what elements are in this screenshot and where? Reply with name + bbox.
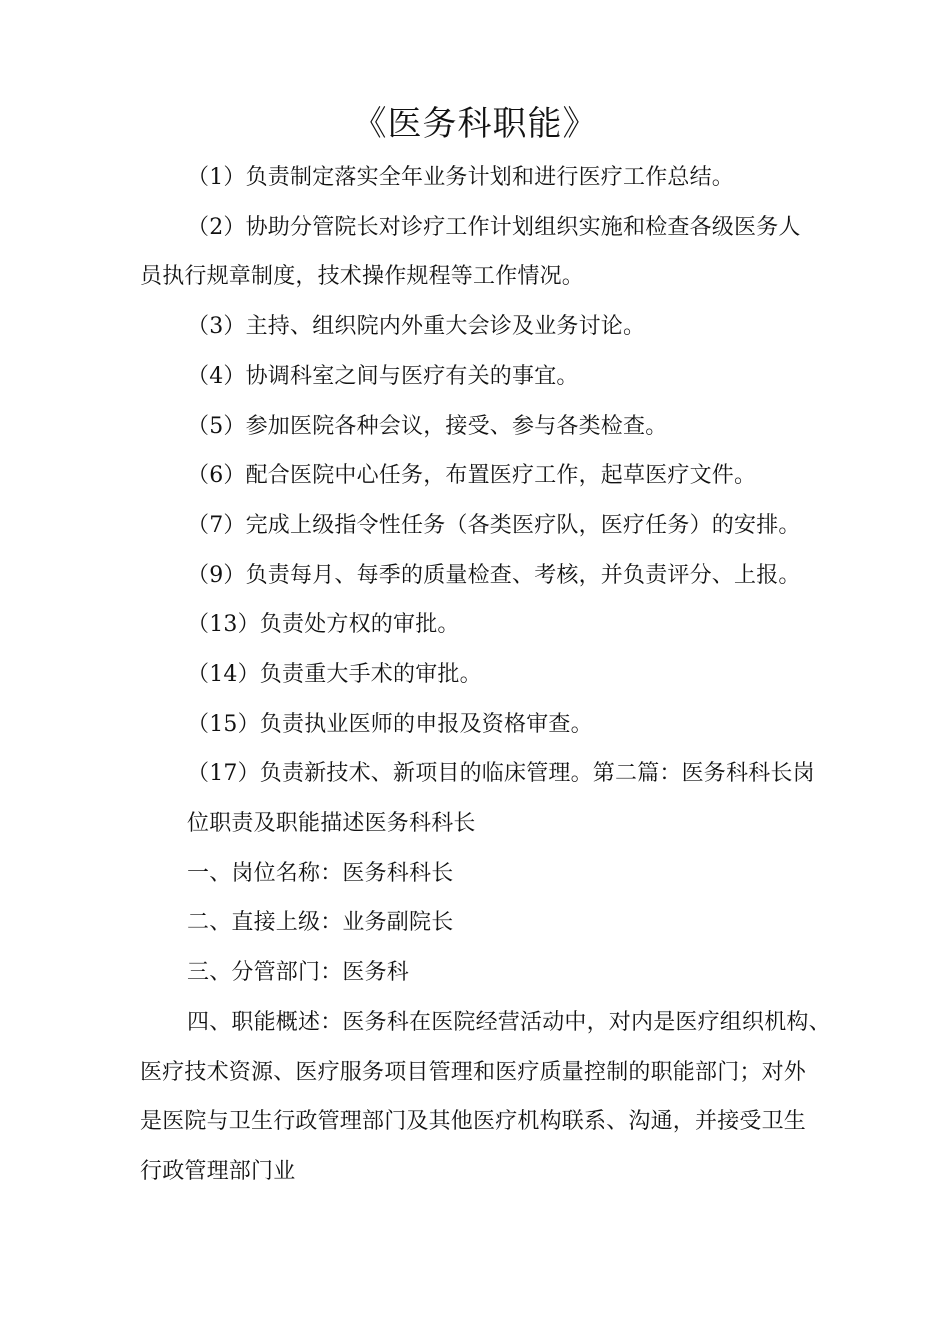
paragraph-line: 位职责及职能描述医务科科长 [187, 811, 476, 836]
paragraph-line: 一、岗位名称：医务科科长 [187, 861, 454, 886]
paragraph-line: 四、职能概述：医务科在医院经营活动中，对内是医疗组织机构、 [187, 1010, 831, 1035]
paragraph-line: （14）负责重大手术的审批。 [187, 662, 482, 687]
paragraph-line: 医疗技术资源、医疗服务项目管理和医疗质量控制的职能部门；对外 [140, 1060, 807, 1085]
paragraph-line: （2）协助分管院长对诊疗工作计划组织实施和检查各级医务人 [187, 215, 801, 240]
paragraph-line: （4）协调科室之间与医疗有关的事宜。 [187, 364, 579, 389]
paragraph-line: 是医院与卫生行政管理部门及其他医疗机构联系、沟通，并接受卫生 [140, 1109, 807, 1134]
paragraph-line: （5）参加医院各种会议，接受、参与各类检查。 [187, 414, 668, 439]
paragraph-line: 行政管理部门业 [140, 1159, 296, 1184]
paragraph-line: 三、分管部门：医务科 [187, 960, 410, 985]
paragraph-line: （6）配合医院中心任务，布置医疗工作，起草医疗文件。 [187, 463, 757, 488]
paragraph-line: （15）负责执业医师的申报及资格审查。 [187, 712, 593, 737]
document-title: 《医务科职能》 [352, 104, 598, 144]
paragraph-line: （13）负责处方权的审批。 [187, 612, 460, 637]
paragraph-line: 员执行规章制度，技术操作规程等工作情况。 [140, 264, 585, 289]
paragraph-line: （17）负责新技术、新项目的临床管理。第二篇：医务科科长岗 [187, 761, 815, 786]
paragraph-line: （1）负责制定落实全年业务计划和进行医疗工作总结。 [187, 165, 734, 190]
paragraph-line: （7）完成上级指令性任务（各类医疗队，医疗任务）的安排。 [187, 513, 801, 538]
paragraph-line: （9）负责每月、每季的质量检查、考核，并负责评分、上报。 [187, 563, 801, 588]
paragraph-line: 二、直接上级：业务副院长 [187, 910, 454, 935]
paragraph-line: （3）主持、组织院内外重大会诊及业务讨论。 [187, 314, 646, 339]
